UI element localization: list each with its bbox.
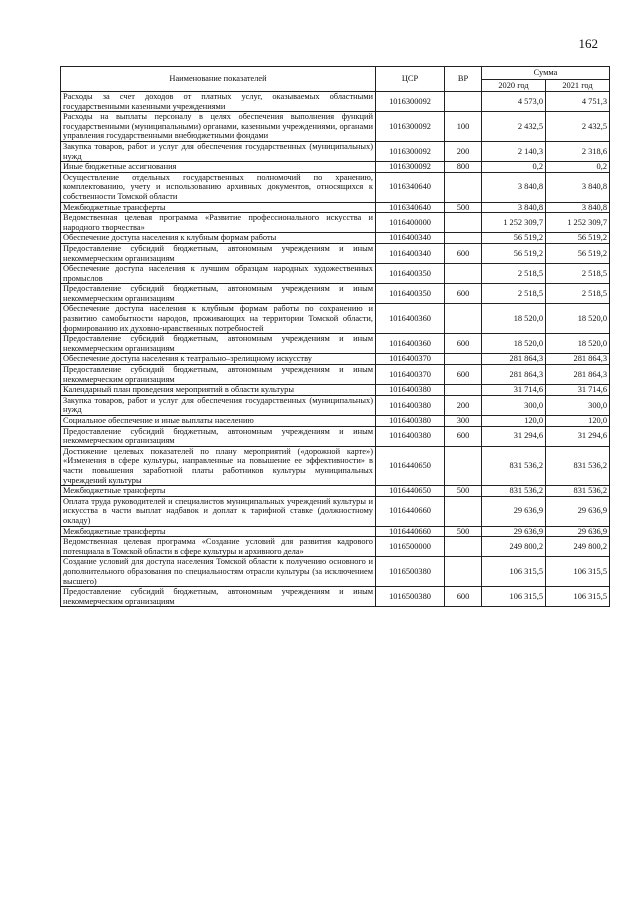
row-csr: 1016400370 [376, 365, 445, 385]
table-row [61, 334, 610, 354]
header-year-2021: 2021 год [546, 80, 610, 92]
row-vr [445, 557, 482, 587]
row-value-2020: 4 573,0 [482, 92, 546, 112]
row-value-2020: 249 800,2 [482, 537, 546, 557]
row-csr: 1016500380 [376, 587, 445, 607]
row-value-2021: 4 751,3 [546, 92, 610, 112]
row-csr: 1016440650 [376, 446, 445, 485]
row-vr [445, 213, 482, 233]
row-vr [445, 233, 482, 244]
row-value-2020: 3 840,8 [482, 172, 546, 202]
table-row [61, 557, 610, 587]
row-name: Достижение целевых показателей по плану мероприятий («дорожной карте») «Изменения в сфере культуры, направленные на повышение ее эффективности» в части повышения заработной платы работников культуры муниципальных учреждений культуры [61, 446, 376, 485]
table-row [61, 202, 610, 213]
row-value-2020: 31 714,6 [482, 385, 546, 396]
row-value-2021: 300,0 [546, 395, 610, 415]
row-value-2020: 31 294,6 [482, 426, 546, 446]
table-row [61, 92, 610, 112]
row-value-2020: 1 252 309,7 [482, 213, 546, 233]
row-vr: 600 [445, 284, 482, 304]
row-csr: 1016400360 [376, 334, 445, 354]
table-row [61, 243, 610, 263]
row-csr: 1016500380 [376, 557, 445, 587]
row-vr [445, 496, 482, 526]
table-row [61, 416, 610, 427]
row-value-2020: 2 518,5 [482, 284, 546, 304]
table-header [61, 67, 610, 92]
row-csr: 1016300092 [376, 162, 445, 173]
row-name: Межбюджетные трансферты [61, 486, 376, 497]
row-value-2021: 18 520,0 [546, 334, 610, 354]
table-row [61, 385, 610, 396]
row-value-2021: 831 536,2 [546, 446, 610, 485]
row-value-2021: 29 636,9 [546, 496, 610, 526]
row-value-2020: 831 536,2 [482, 486, 546, 497]
row-name: Осуществление отдельных государственных полномочий по хранению, комплектованию, учету и использованию архивных документов, относящихся к собственности Томской области [61, 172, 376, 202]
row-vr [445, 264, 482, 284]
row-value-2021: 0,2 [546, 162, 610, 173]
table-row [61, 426, 610, 446]
table-row [61, 264, 610, 284]
table-row [61, 526, 610, 537]
row-value-2021: 120,0 [546, 416, 610, 427]
header-year-2020: 2020 год [482, 80, 546, 92]
row-vr [445, 304, 482, 334]
row-csr: 1016400350 [376, 264, 445, 284]
row-name: Обеспечение доступа населения к клубным формам работы по сохранению и развитию самобытности народов, проживающих на территории Томской области, формированию их духовно-нравственных потребностей [61, 304, 376, 334]
table-row [61, 162, 610, 173]
row-value-2021: 18 520,0 [546, 304, 610, 334]
row-csr: 1016500000 [376, 537, 445, 557]
row-value-2021: 3 840,8 [546, 202, 610, 213]
header-vr: ВР [445, 67, 482, 92]
row-vr: 800 [445, 162, 482, 173]
row-vr: 100 [445, 112, 482, 142]
row-csr: 1016400380 [376, 395, 445, 415]
row-value-2021: 29 636,9 [546, 526, 610, 537]
table-row [61, 446, 610, 485]
row-csr: 1016340640 [376, 172, 445, 202]
row-name: Обеспечение доступа населения к театрально–зрелищному искусству [61, 354, 376, 365]
row-vr: 600 [445, 426, 482, 446]
row-name: Межбюджетные трансферты [61, 202, 376, 213]
header-name: Наименование показателей [61, 67, 376, 92]
row-vr [445, 92, 482, 112]
table-row [61, 395, 610, 415]
row-vr: 600 [445, 587, 482, 607]
table-row [61, 496, 610, 526]
row-value-2021: 2 518,5 [546, 264, 610, 284]
row-name: Социальное обеспечение и иные выплаты населению [61, 416, 376, 427]
row-value-2020: 18 520,0 [482, 334, 546, 354]
row-value-2020: 106 315,5 [482, 557, 546, 587]
row-value-2020: 281 864,3 [482, 354, 546, 365]
row-name: Расходы на выплаты персоналу в целях обеспечения выполнения функций государственными (муниципальными) органами, казенными учреждениями, органами управления государственными внебюджетными фондами [61, 112, 376, 142]
row-value-2020: 18 520,0 [482, 304, 546, 334]
row-vr: 600 [445, 334, 482, 354]
table-row [61, 587, 610, 607]
table-row [61, 284, 610, 304]
row-csr: 1016300092 [376, 112, 445, 142]
row-vr: 500 [445, 202, 482, 213]
row-name: Ведомственная целевая программа «Развитие профессионального искусства и народного творчества» [61, 213, 376, 233]
row-name: Предоставление субсидий бюджетным, автономным учреждениям и иным некоммерческим организациям [61, 334, 376, 354]
row-value-2020: 2 140,3 [482, 141, 546, 161]
row-name: Закупка товаров, работ и услуг для обеспечения государственных (муниципальных) нужд [61, 141, 376, 161]
row-csr: 1016400370 [376, 354, 445, 365]
row-vr: 200 [445, 395, 482, 415]
table-row [61, 537, 610, 557]
row-value-2021: 56 519,2 [546, 243, 610, 263]
row-value-2020: 300,0 [482, 395, 546, 415]
row-csr: 1016400360 [376, 304, 445, 334]
row-vr: 600 [445, 243, 482, 263]
table-row [61, 354, 610, 365]
header-sum: Сумма [482, 67, 610, 80]
row-value-2021: 831 536,2 [546, 486, 610, 497]
row-name: Предоставление субсидий бюджетным, автономным учреждениям и иным некоммерческим организациям [61, 284, 376, 304]
row-value-2020: 29 636,9 [482, 526, 546, 537]
row-value-2021: 106 315,5 [546, 587, 610, 607]
header-csr: ЦСР [376, 67, 445, 92]
row-vr: 600 [445, 365, 482, 385]
row-name: Предоставление субсидий бюджетным, автономным учреждениям и иным некоммерческим организациям [61, 365, 376, 385]
table-body [61, 92, 610, 607]
row-csr: 1016440660 [376, 496, 445, 526]
row-csr: 1016300092 [376, 92, 445, 112]
row-value-2021: 3 840,8 [546, 172, 610, 202]
row-name: Предоставление субсидий бюджетным, автономным учреждениям и иным некоммерческим организациям [61, 243, 376, 263]
row-value-2021: 2 318,6 [546, 141, 610, 161]
row-name: Иные бюджетные ассигнования [61, 162, 376, 173]
row-value-2020: 831 536,2 [482, 446, 546, 485]
row-name: Обеспечение доступа населения к клубным формам работы [61, 233, 376, 244]
row-vr [445, 354, 482, 365]
table-row [61, 172, 610, 202]
row-value-2020: 3 840,8 [482, 202, 546, 213]
table-row [61, 304, 610, 334]
row-vr [445, 446, 482, 485]
row-csr: 1016400380 [376, 385, 445, 396]
row-value-2021: 31 714,6 [546, 385, 610, 396]
row-value-2021: 281 864,3 [546, 354, 610, 365]
row-value-2020: 56 519,2 [482, 233, 546, 244]
table-row [61, 141, 610, 161]
row-name: Создание условий для доступа населения Томской области к получению основного и дополнительного образования по специальностям отрасли культуры (за исключением высшего) [61, 557, 376, 587]
row-value-2021: 1 252 309,7 [546, 213, 610, 233]
row-vr: 300 [445, 416, 482, 427]
row-csr: 1016400000 [376, 213, 445, 233]
row-value-2020: 120,0 [482, 416, 546, 427]
row-value-2020: 106 315,5 [482, 587, 546, 607]
row-name: Предоставление субсидий бюджетным, автономным учреждениям и иным некоммерческим организациям [61, 426, 376, 446]
row-name: Межбюджетные трансферты [61, 526, 376, 537]
row-value-2021: 281 864,3 [546, 365, 610, 385]
row-vr: 200 [445, 141, 482, 161]
row-name: Предоставление субсидий бюджетным, автономным учреждениям и иным некоммерческим организациям [61, 587, 376, 607]
row-value-2020: 0,2 [482, 162, 546, 173]
row-name: Расходы за счет доходов от платных услуг, оказываемых областными государственными казенными учреждениями [61, 92, 376, 112]
row-vr: 500 [445, 486, 482, 497]
row-csr: 1016440660 [376, 526, 445, 537]
table-row [61, 233, 610, 244]
row-value-2021: 56 519,2 [546, 233, 610, 244]
row-value-2021: 106 315,5 [546, 557, 610, 587]
row-name: Оплата труда руководителей и специалистов муниципальных учреждений культуры и искусства в части выплат надбавок и доплат к тарифной ставке (должностному окладу) [61, 496, 376, 526]
row-value-2020: 29 636,9 [482, 496, 546, 526]
row-csr: 1016400340 [376, 233, 445, 244]
row-value-2020: 281 864,3 [482, 365, 546, 385]
page-number: 162 [578, 36, 598, 51]
row-value-2021: 2 432,5 [546, 112, 610, 142]
row-csr: 1016400380 [376, 426, 445, 446]
table-row [61, 486, 610, 497]
row-value-2020: 2 518,5 [482, 264, 546, 284]
row-csr: 1016400340 [376, 243, 445, 263]
budget-table [60, 66, 610, 607]
row-name: Закупка товаров, работ и услуг для обеспечения государственных (муниципальных) нужд [61, 395, 376, 415]
row-csr: 1016300092 [376, 141, 445, 161]
row-value-2020: 2 432,5 [482, 112, 546, 142]
row-csr: 1016400380 [376, 416, 445, 427]
row-value-2020: 56 519,2 [482, 243, 546, 263]
table-row [61, 213, 610, 233]
row-csr: 1016440650 [376, 486, 445, 497]
table-row [61, 112, 610, 142]
row-name: Обеспечение доступа населения к лучшим образцам народных художественных промыслов [61, 264, 376, 284]
row-value-2021: 249 800,2 [546, 537, 610, 557]
row-value-2021: 31 294,6 [546, 426, 610, 446]
row-vr: 500 [445, 526, 482, 537]
table-row [61, 365, 610, 385]
row-vr [445, 537, 482, 557]
row-csr: 1016340640 [376, 202, 445, 213]
row-name: Календарный план проведения мероприятий в области культуры [61, 385, 376, 396]
row-value-2021: 2 518,5 [546, 284, 610, 304]
row-name: Ведомственная целевая программа «Создание условий для развития кадрового потенциала в Томской области в сфере культуры и архивного дела» [61, 537, 376, 557]
row-vr [445, 385, 482, 396]
row-vr [445, 172, 482, 202]
row-csr: 1016400350 [376, 284, 445, 304]
